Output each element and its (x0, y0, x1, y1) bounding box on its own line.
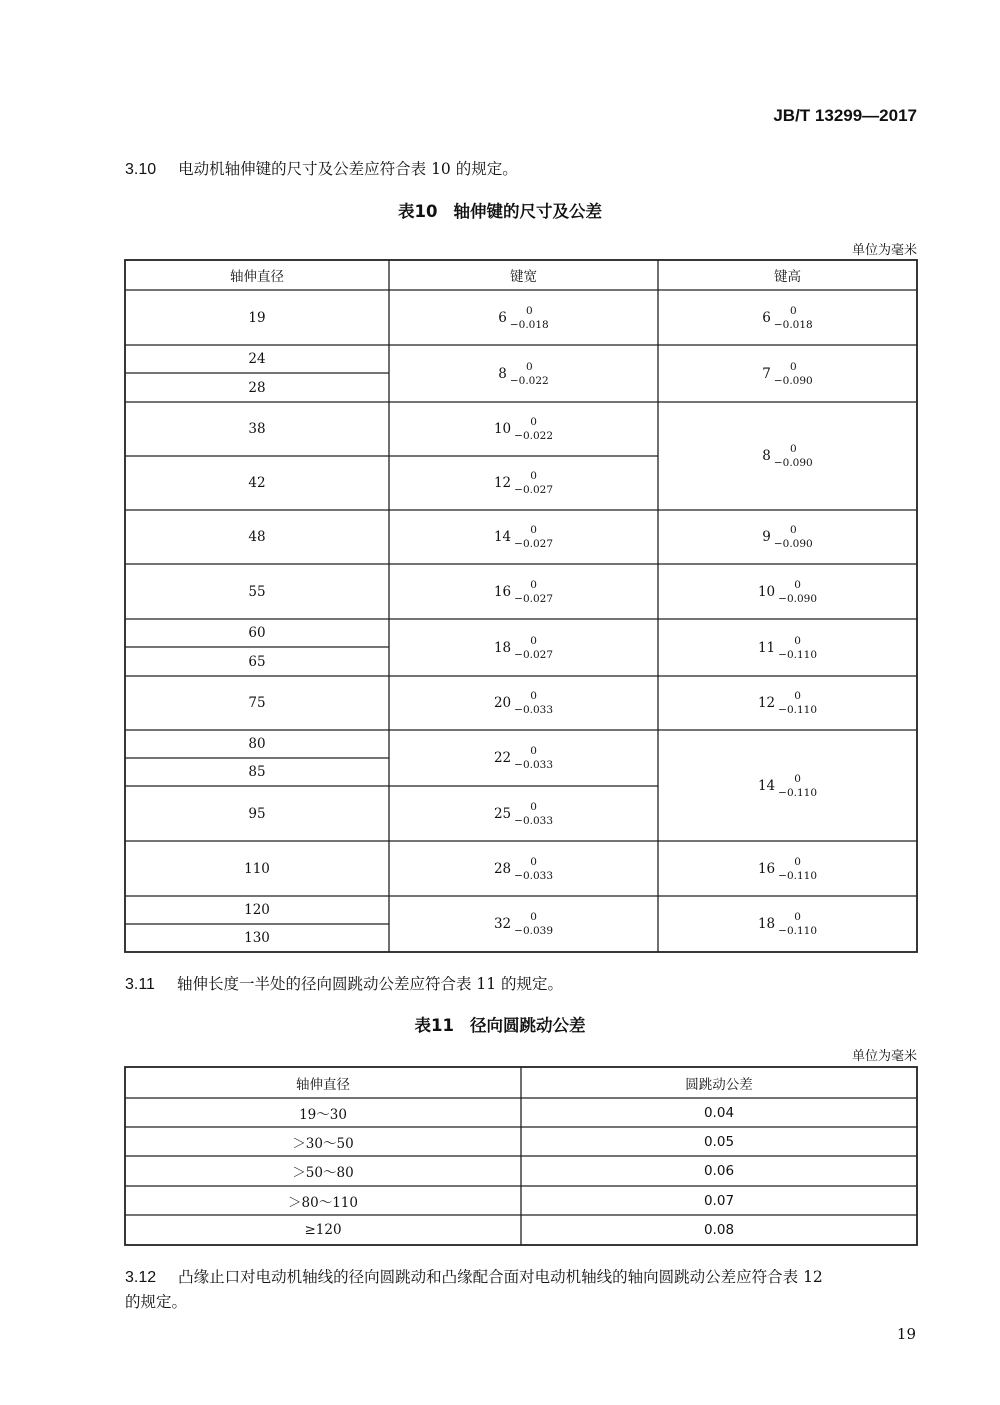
table10-unit: 单位为毫米 (851, 243, 917, 258)
key-height-cell (658, 402, 917, 510)
lower-deviation: −0.110 (778, 925, 818, 937)
upper-deviation: 0 (794, 634, 801, 647)
table11-diameter-cell: ≥120 (304, 1222, 342, 1238)
lower-deviation: −0.110 (778, 786, 818, 799)
lower-deviation: −0.033 (514, 759, 554, 771)
nominal-value: 10 (493, 421, 512, 437)
nominal-value: 7 (762, 365, 771, 382)
upper-deviation: 0 (530, 911, 537, 923)
nominal-value: 20 (493, 695, 512, 711)
diameter-cell: 60 (248, 625, 266, 641)
clause-text: 凸缘止口对电动机轴线的径向圆跳动和凸缘配合面对电动机轴线的轴向圆跳动公差应符合表 12 (178, 1268, 823, 1286)
clause-3-11 (125, 972, 563, 994)
lower-deviation: −0.018 (509, 318, 549, 331)
table11-diameter-cell: ＞80～110 (288, 1194, 358, 1211)
upper-deviation: 0 (530, 855, 537, 868)
upper-deviation: 0 (525, 304, 533, 317)
key-width-cell (389, 510, 658, 564)
diameter-cell: 75 (248, 695, 266, 711)
lower-deviation: −0.090 (778, 592, 818, 605)
key-height-cell (658, 345, 917, 402)
upper-deviation: 0 (530, 578, 537, 591)
table11-tolerance-cell: 0.07 (703, 1192, 735, 1209)
diameter-cell: 95 (248, 805, 266, 822)
upper-deviation: 0 (794, 855, 801, 868)
table11-tolerance-cell: 0.08 (703, 1222, 735, 1238)
lower-deviation: −0.039 (514, 925, 554, 937)
key-width-cell (389, 290, 658, 345)
table10-number: 表10 (398, 202, 438, 221)
upper-deviation: 0 (794, 690, 801, 702)
table11-header-runout: 圆跳动公差 (685, 1076, 753, 1093)
key-width-cell (389, 402, 658, 456)
nominal-value: 6 (498, 309, 507, 326)
diameter-cell: 120 (244, 902, 270, 918)
key-height-cell (658, 896, 917, 952)
key-height-cell (658, 841, 917, 896)
diameter-cell: 42 (248, 475, 266, 491)
lower-deviation: −0.110 (778, 869, 818, 882)
table11-caption (0, 1012, 1000, 1036)
diameter-cell: 24 (248, 351, 266, 367)
clause-number: 3.12 (125, 1269, 157, 1286)
key-width-cell (389, 841, 658, 896)
nominal-value: 8 (498, 365, 507, 382)
page-number: 19 (896, 1325, 916, 1343)
upper-deviation: 0 (789, 360, 797, 373)
table11-unit: 单位为毫米 (851, 1049, 917, 1064)
clause-3-12 (125, 1265, 920, 1287)
lower-deviation: −0.090 (773, 457, 813, 469)
upper-deviation: 0 (530, 800, 537, 813)
key-width-cell (389, 564, 658, 619)
nominal-value: 18 (493, 639, 512, 656)
table11-tolerance-cell: 0.05 (703, 1133, 735, 1150)
lower-deviation: −0.027 (514, 648, 554, 661)
table11-header-diameter: 轴伸直径 (296, 1076, 350, 1093)
diameter-cell: 110 (244, 860, 270, 877)
lower-deviation: −0.027 (514, 538, 554, 550)
lower-deviation: −0.033 (514, 814, 554, 827)
key-width-cell (389, 619, 658, 676)
nominal-value: 6 (762, 309, 771, 326)
diameter-cell: 65 (248, 653, 266, 670)
lower-deviation: −0.110 (778, 704, 818, 716)
table10-header-key-height: 键高 (774, 269, 801, 285)
nominal-value: 11 (757, 639, 776, 656)
diameter-cell: 38 (248, 421, 266, 437)
diameter-cell: 130 (244, 930, 270, 946)
diameter-cell: 28 (248, 379, 266, 396)
nominal-value: 8 (762, 448, 771, 464)
upper-deviation: 0 (789, 524, 797, 536)
table11-title: 径向圆跳动公差 (469, 1016, 586, 1035)
table11-diameter-cell: ＞50～80 (292, 1165, 354, 1181)
clause-number: 3.11 (125, 976, 155, 993)
upper-deviation: 0 (530, 690, 537, 702)
nominal-value: 14 (757, 777, 776, 794)
key-width-cell (389, 896, 658, 952)
table11-tolerance-cell: 0.04 (703, 1104, 735, 1121)
nominal-value: 16 (493, 583, 512, 600)
lower-deviation: −0.018 (773, 318, 813, 331)
upper-deviation: 0 (789, 443, 797, 455)
clause-number: 3.10 (125, 161, 157, 178)
upper-deviation: 0 (789, 304, 797, 317)
lower-deviation: −0.022 (514, 430, 554, 442)
upper-deviation: 0 (530, 524, 537, 536)
nominal-value: 18 (757, 916, 776, 932)
key-width-cell (389, 456, 658, 510)
upper-deviation: 0 (794, 578, 801, 591)
upper-deviation: 0 (525, 360, 533, 373)
key-width-cell (389, 345, 658, 402)
standard-number: JB/T 13299—2017 (773, 106, 917, 125)
diameter-cell: 85 (248, 764, 266, 780)
table10-header-diameter: 轴伸直径 (230, 269, 284, 285)
nominal-value: 9 (762, 529, 771, 545)
clause-text: 轴伸长度一半处的径向圆跳动公差应符合表 11 的规定。 (176, 975, 564, 993)
upper-deviation: 0 (794, 772, 801, 785)
table10-title: 轴伸键的尺寸及公差 (453, 202, 602, 221)
table11-diameter-cell: 19～30 (299, 1106, 347, 1123)
nominal-value: 12 (493, 475, 512, 491)
nominal-value: 16 (757, 860, 776, 877)
nominal-value: 10 (757, 583, 776, 600)
key-width-cell (389, 676, 658, 730)
key-height-cell (658, 730, 917, 841)
table11-number: 表11 (414, 1016, 454, 1035)
lower-deviation: −0.027 (514, 484, 554, 496)
nominal-value: 22 (493, 750, 512, 766)
upper-deviation: 0 (530, 416, 537, 428)
upper-deviation: 0 (530, 745, 537, 757)
diameter-cell: 55 (248, 583, 266, 600)
lower-deviation: −0.033 (514, 869, 554, 882)
nominal-value: 28 (493, 860, 512, 877)
key-height-cell (658, 619, 917, 676)
key-height-cell (658, 564, 917, 619)
lower-deviation: −0.090 (773, 374, 813, 387)
lower-deviation: −0.090 (773, 538, 813, 550)
nominal-value: 12 (757, 695, 776, 711)
lower-deviation: −0.033 (514, 704, 554, 716)
lower-deviation: −0.022 (509, 374, 549, 387)
key-width-cell (389, 786, 658, 841)
nominal-value: 14 (493, 529, 512, 545)
upper-deviation: 0 (530, 634, 537, 647)
diameter-cell: 80 (248, 736, 266, 752)
table11-tolerance-cell: 0.06 (703, 1163, 735, 1179)
table11-diameter-cell: ＞30～50 (292, 1135, 354, 1152)
key-height-cell (658, 510, 917, 564)
clause-3-12-continued: 的规定。 (125, 1293, 188, 1311)
lower-deviation: −0.110 (778, 648, 818, 661)
key-height-cell (658, 676, 917, 730)
clause-text: 电动机轴伸键的尺寸及公差应符合表 10 的规定。 (178, 160, 518, 178)
nominal-value: 25 (493, 805, 512, 822)
key-height-cell (658, 290, 917, 345)
upper-deviation: 0 (530, 470, 537, 482)
lower-deviation: −0.027 (514, 592, 554, 605)
nominal-value: 32 (493, 916, 512, 932)
diameter-cell: 19 (248, 309, 266, 326)
upper-deviation: 0 (794, 911, 801, 923)
table10-header-key-width: 键宽 (510, 269, 537, 285)
diameter-cell: 48 (248, 529, 266, 545)
key-width-cell (389, 730, 658, 786)
